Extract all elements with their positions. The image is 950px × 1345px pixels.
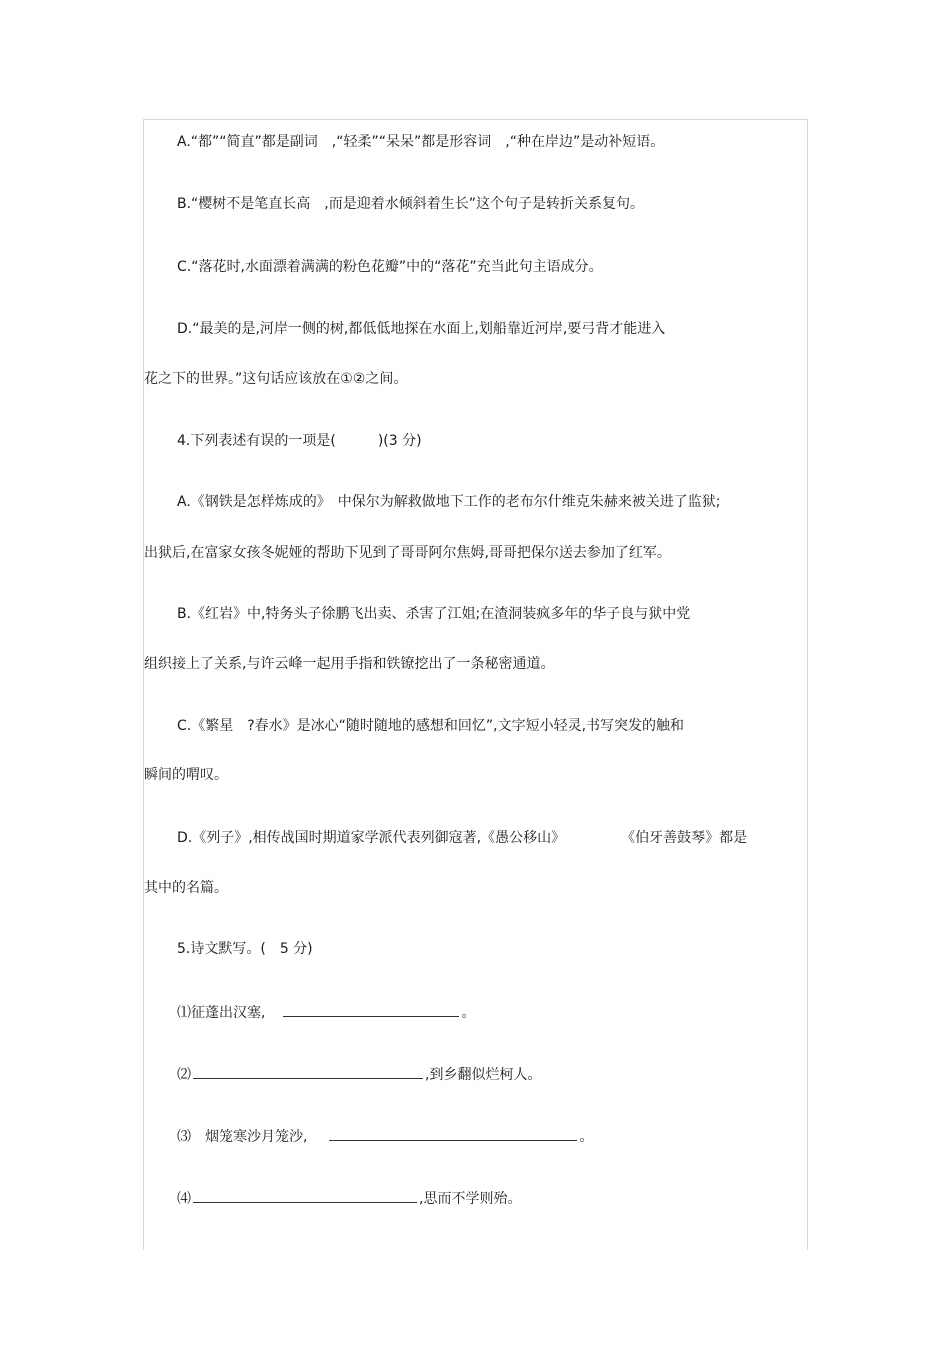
- q4-option-d-line2: 其中的名篇。: [144, 880, 228, 896]
- q5-item-3: [177, 1126, 593, 1147]
- q5-item-2: [177, 1064, 541, 1085]
- q3-option-b: B.“樱树不是笔直长高 ,而是迎着水倾斜着生长”这个句子是转折关系复句。: [177, 196, 645, 212]
- q4-option-c-line2: 瞬间的喟叹。: [144, 767, 228, 783]
- q5-item-1-suffix: 。: [461, 1005, 476, 1021]
- answer-blank-1[interactable]: [283, 1002, 459, 1017]
- q5-item-3-prefix: ⑶ 烟笼寒沙月笼沙,: [177, 1129, 308, 1145]
- answer-blank-3[interactable]: [329, 1126, 577, 1141]
- q3-option-d-line1: D.“最美的是,河岸一侧的树,都低低地探在水面上,划船靠近河岸,要弓背才能进入: [177, 321, 666, 337]
- q5-item-1-prefix: ⑴征蓬出汉塞,: [177, 1005, 266, 1021]
- q4-option-a-line2: 出狱后,在富家女孩冬妮娅的帮助下见到了哥哥阿尔焦姆,哥哥把保尔送去参加了红军。: [144, 545, 671, 561]
- q5-item-2-suffix: ,到乡翻似烂柯人。: [425, 1067, 542, 1083]
- q4-option-a-line1: A.《钢铁是怎样炼成的》 中保尔为解救做地下工作的老布尔什维克朱赫来被关进了监狱;: [177, 494, 721, 510]
- q4-option-c-line1: C.《繁星 ?春水》是冰心“随时随地的感想和回忆”,文字短小轻灵,书写突发的触和: [177, 718, 685, 734]
- q4-option-d-text-1: D.《列子》,相传战国时期道家学派代表列御寇著,《愚公移山》: [177, 830, 566, 846]
- q5-stem: 5.诗文默写。( 5 分): [177, 941, 313, 957]
- q3-option-d-line2: 花之下的世界。”这句话应该放在①②之间。: [144, 371, 408, 387]
- answer-blank-2[interactable]: [193, 1064, 423, 1079]
- q4-stem: 4.下列表述有误的一项是( )(3 分): [177, 433, 422, 449]
- q3-option-c: C.“落花时,水面漂着满满的粉色花瓣”中的“落花”充当此句主语成分。: [177, 259, 603, 275]
- q4-option-b-line1: B.《红岩》中,特务头子徐鹏飞出卖、杀害了江姐;在渣洞装疯多年的华子良与狱中党: [177, 606, 691, 622]
- q4-option-d-text-2: 《伯牙善鼓琴》都是: [621, 830, 748, 846]
- answer-blank-4[interactable]: [193, 1188, 417, 1203]
- q5-item-3-suffix: 。: [579, 1129, 594, 1145]
- q5-item-1: [177, 1002, 475, 1023]
- q5-item-4: [177, 1188, 521, 1209]
- q5-item-2-prefix: ⑵: [177, 1067, 191, 1083]
- q5-item-4-prefix: ⑷: [177, 1191, 191, 1207]
- q4-option-d-line1: [177, 828, 747, 848]
- q3-option-a: A.“都”“简直”都是副词 ,“轻柔”“呆呆”都是形容词 ,“种在岸边”是动补短语。: [177, 134, 665, 150]
- q4-option-b-line2: 组织接上了关系,与许云峰一起用手指和铁镣挖出了一条秘密通道。: [144, 656, 555, 672]
- q5-item-4-suffix: ,思而不学则殆。: [419, 1191, 522, 1207]
